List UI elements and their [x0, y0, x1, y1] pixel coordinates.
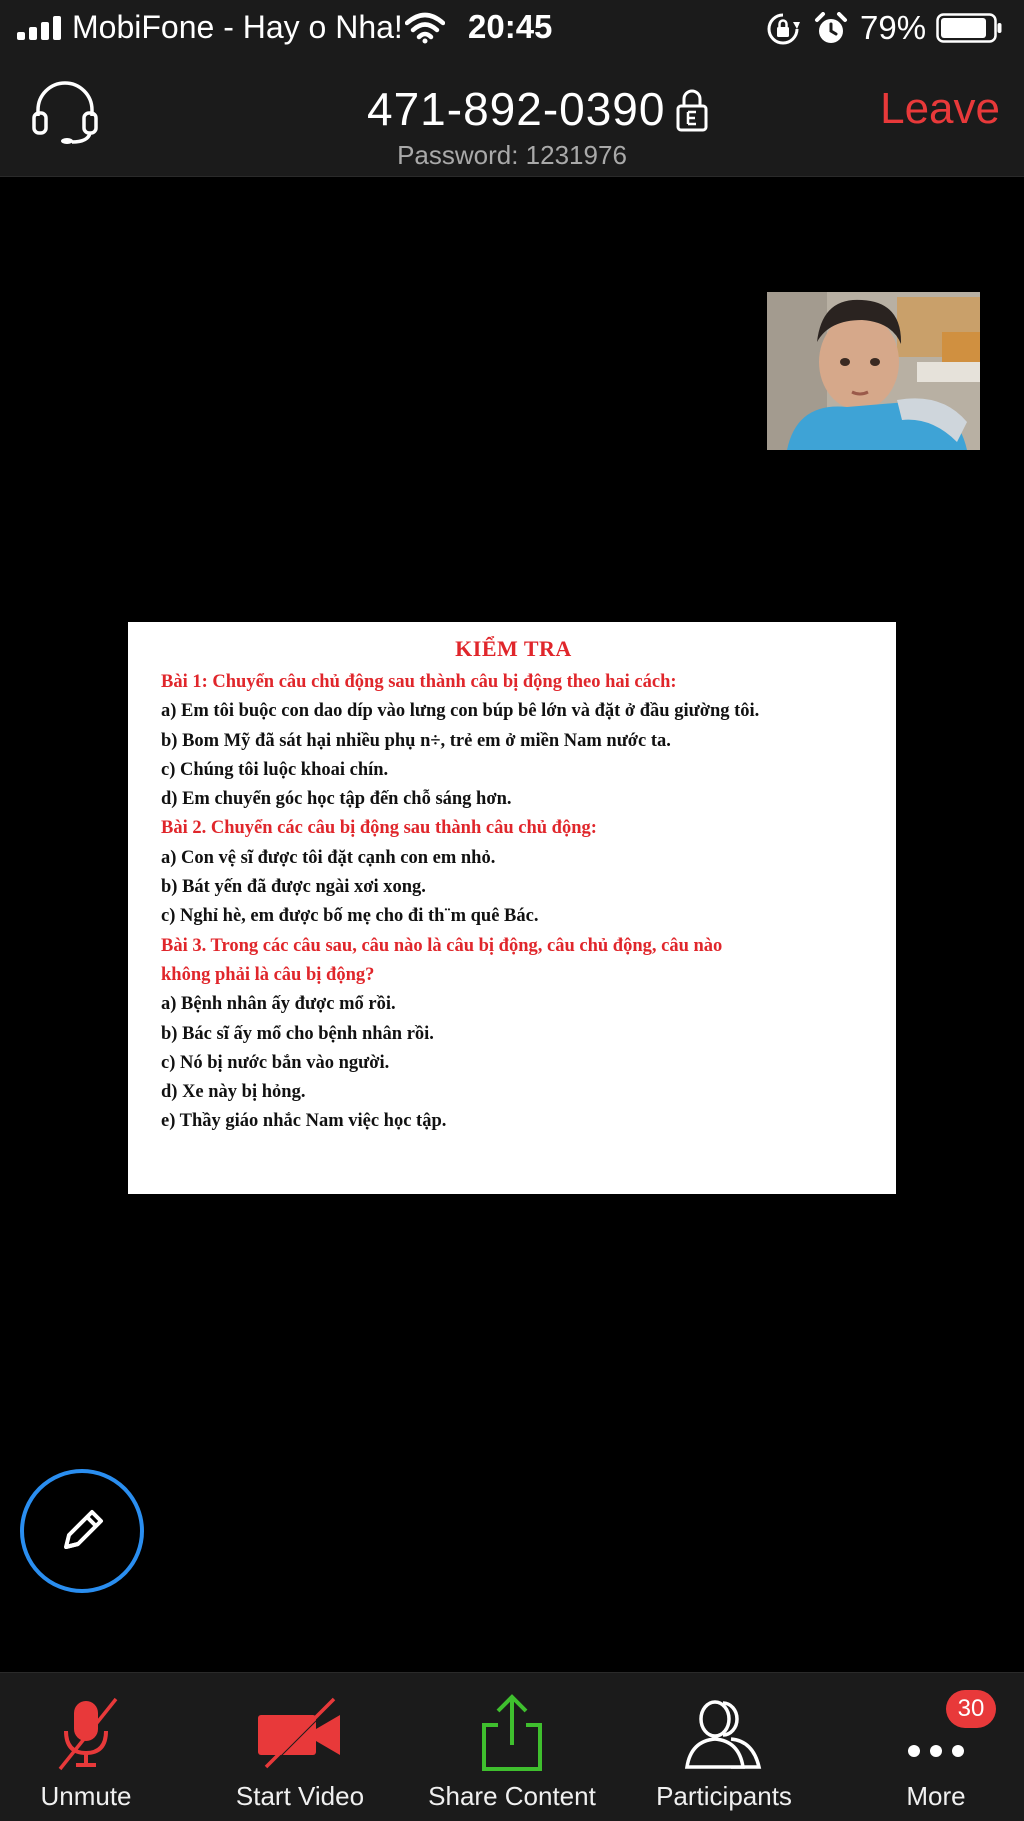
status-bar — [0, 0, 1024, 58]
wifi-icon — [405, 12, 445, 44]
exercise-item-line: d) Em chuyển góc học tập đến chỗ sáng hơn. — [161, 789, 512, 810]
headset-audio-icon[interactable] — [28, 80, 102, 144]
document-title: KIỂM TRA — [455, 636, 572, 661]
participants-button[interactable] — [622, 1673, 826, 1821]
muted-microphone-icon — [46, 1693, 126, 1773]
signal-strength-icon — [17, 16, 63, 40]
document-body — [161, 668, 866, 1137]
meeting-id: 471-892-0390 — [367, 83, 666, 135]
participant-video-thumbnail[interactable] — [767, 292, 980, 450]
exercise-heading-line: Bài 2. Chuyển các câu bị động sau thành câu chủ động: — [161, 818, 597, 839]
exercise-item-line: c) Chúng tôi luộc khoai chín. — [161, 759, 389, 780]
exercise-heading-line: Bài 1: Chuyển câu chủ động sau thành câu bị động theo hai cách: — [161, 672, 677, 692]
more-button[interactable] — [834, 1673, 1024, 1821]
exercise-item-line: e) Thầy giáo nhắc Nam việc học tập. — [161, 1111, 447, 1132]
meeting-password: Password: 1231976 — [397, 140, 627, 170]
unmute-label: Unmute — [40, 1781, 132, 1811]
clock: 20:45 — [468, 8, 553, 45]
exercise-item-line: a) Con vệ sĩ được tôi đặt cạnh con em nhỏ. — [161, 847, 496, 868]
shared-screen-document — [128, 622, 896, 1194]
encryption-lock-icon[interactable] — [676, 88, 708, 132]
start-video-button[interactable] — [198, 1673, 402, 1821]
exercise-item-line: d) Xe này bị hỏng. — [161, 1082, 306, 1103]
rotation-lock-icon — [766, 12, 800, 46]
meeting-toolbar — [0, 1672, 1024, 1821]
exercise-item-line: a) Bệnh nhân ấy được mổ rồi. — [161, 994, 396, 1015]
more-notification-badge: 30 — [946, 1690, 996, 1728]
exercise-heading-line: Bài 3. Trong các câu sau, câu nào là câu bị động, câu chủ động, câu nào — [161, 935, 723, 956]
exercise-item-line: c) Nó bị nước bắn vào người. — [161, 1052, 390, 1073]
annotate-button[interactable] — [20, 1469, 144, 1593]
share-content-button[interactable] — [410, 1673, 614, 1821]
share-content-label: Share Content — [428, 1781, 596, 1811]
participants-people-icon — [679, 1693, 769, 1773]
exercise-item-line: b) Bác sĩ ấy mổ cho bệnh nhân rồi. — [161, 1023, 434, 1044]
start-video-label: Start Video — [235, 1781, 365, 1811]
alarm-icon — [814, 12, 848, 46]
pencil-icon — [52, 1501, 112, 1561]
share-upload-icon — [472, 1693, 552, 1777]
exercise-item-line: b) Bát yến đã được ngài xơi xong. — [161, 877, 426, 898]
meeting-header — [0, 58, 1024, 177]
exercise-item-line: c) Nghỉ hè, em được bố mẹ cho đi th¨m quê Bác. — [161, 906, 539, 927]
battery-percentage: 79% — [860, 9, 927, 46]
more-label: More — [906, 1781, 966, 1811]
video-off-camera-icon — [252, 1693, 348, 1773]
carrier-name: MobiFone - Hay o Nha! — [72, 9, 403, 45]
exercise-heading-line: không phải là câu bị động? — [161, 964, 375, 985]
exercise-item-line: b) Bom Mỹ đã sát hại nhiều phụ n÷, trẻ em ở miền Nam nước ta. — [161, 730, 671, 751]
unmute-button[interactable] — [0, 1673, 188, 1821]
battery-icon — [936, 13, 1002, 43]
participant-video-image — [767, 292, 980, 450]
exercise-item-line: a) Em tôi buộc con dao díp vào lưng con búp bê lớn và đặt ở đầu giường tôi. — [161, 701, 760, 722]
leave-button[interactable]: Leave — [880, 84, 1000, 133]
participants-label: Participants — [656, 1781, 792, 1811]
